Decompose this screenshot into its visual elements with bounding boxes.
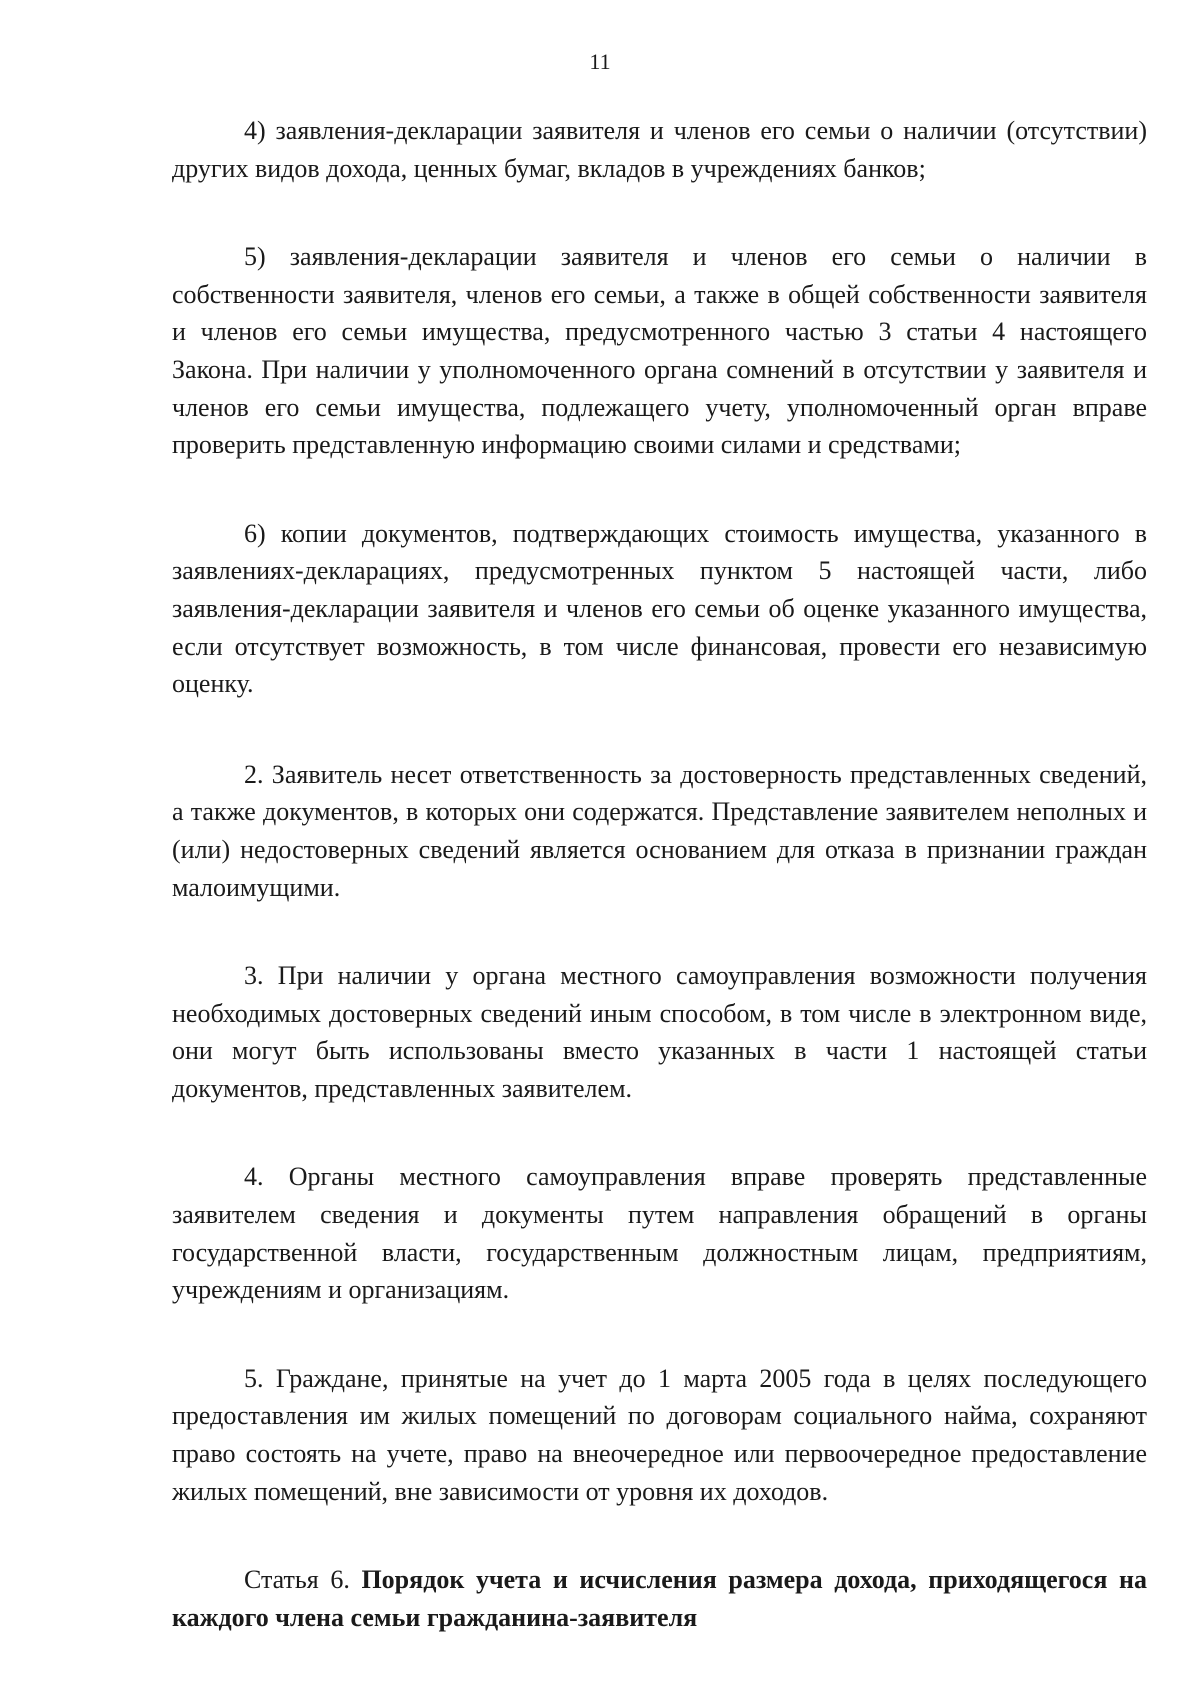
paragraph-part-3: 3. При наличии у органа местного самоуправления возможности получения необходимых достоверных сведений иным способом, в том числе в электронном виде, они могут быть использованы вместо указанных в части 1 настоящей статьи документов, представленных заявителем. [172,961,1147,1103]
article-heading [172,1561,1147,1636]
paragraph-item-6: 6) копии документов, подтверждающих стоимость имущества, указанного в заявлениях-декларациях, предусмотренных пунктом 5 настоящей части, либо заявления-декларации заявителя и членов его семьи об оценке указанного имущества, если отсутствует возможность, в том числе финансовая, провести его независимую оценку. [172,518,1147,699]
paragraph-item-4: 4) заявления-декларации заявителя и членов его семьи о наличии (отсутствии) других видов дохода, ценных бумаг, вкладов в учреждениях банков; [172,116,1147,183]
paragraph-item-5: 5) заявления-декларации заявителя и членов его семьи о наличии в собственности заявителя, членов его семьи, а также в общей собственности заявителя и членов его семьи имущества, предусмотренного частью 3 статьи 4 настоящего Закона. При наличии у уполномоченного органа сомнений в отсутствии у заявителя и членов его семьи имущества, подлежащего учету, уполномоченный орган вправе проверить представленную информацию своими силами и средствами; [172,242,1147,460]
paragraph-part-5: 5. Граждане, принятые на учет до 1 марта 2005 года в целях последующего предоставления им жилых помещений по договорам социального найма, сохраняют право состоять на учете, право на внеочередное или первоочередное предоставление жилых помещений, вне зависимости от уровня их доходов. [172,1363,1147,1506]
article-prefix: Статья 6. [244,1565,350,1595]
document-body [172,112,1147,1687]
paragraph-part-2: 2. Заявитель несет ответственность за достоверность представленных сведений, а также документов, в которых они содержатся. Представление заявителем неполных и (или) недостоверных сведений является основанием для отказа в признании граждан малоимущими. [172,759,1147,902]
paragraph-part-4: 4. Органы местного самоуправления вправе проверять представленные заявителем сведения и документы путем направления обращений в органы государственной власти, государственным должностным лицам, предприятиям, учреждениям и организациям. [172,1162,1147,1305]
article-title: Порядок учета и исчисления размера дохода, приходящегося на каждого члена семьи гражданина-заявителя [172,1565,1147,1632]
page-number: 11 [589,49,611,74]
